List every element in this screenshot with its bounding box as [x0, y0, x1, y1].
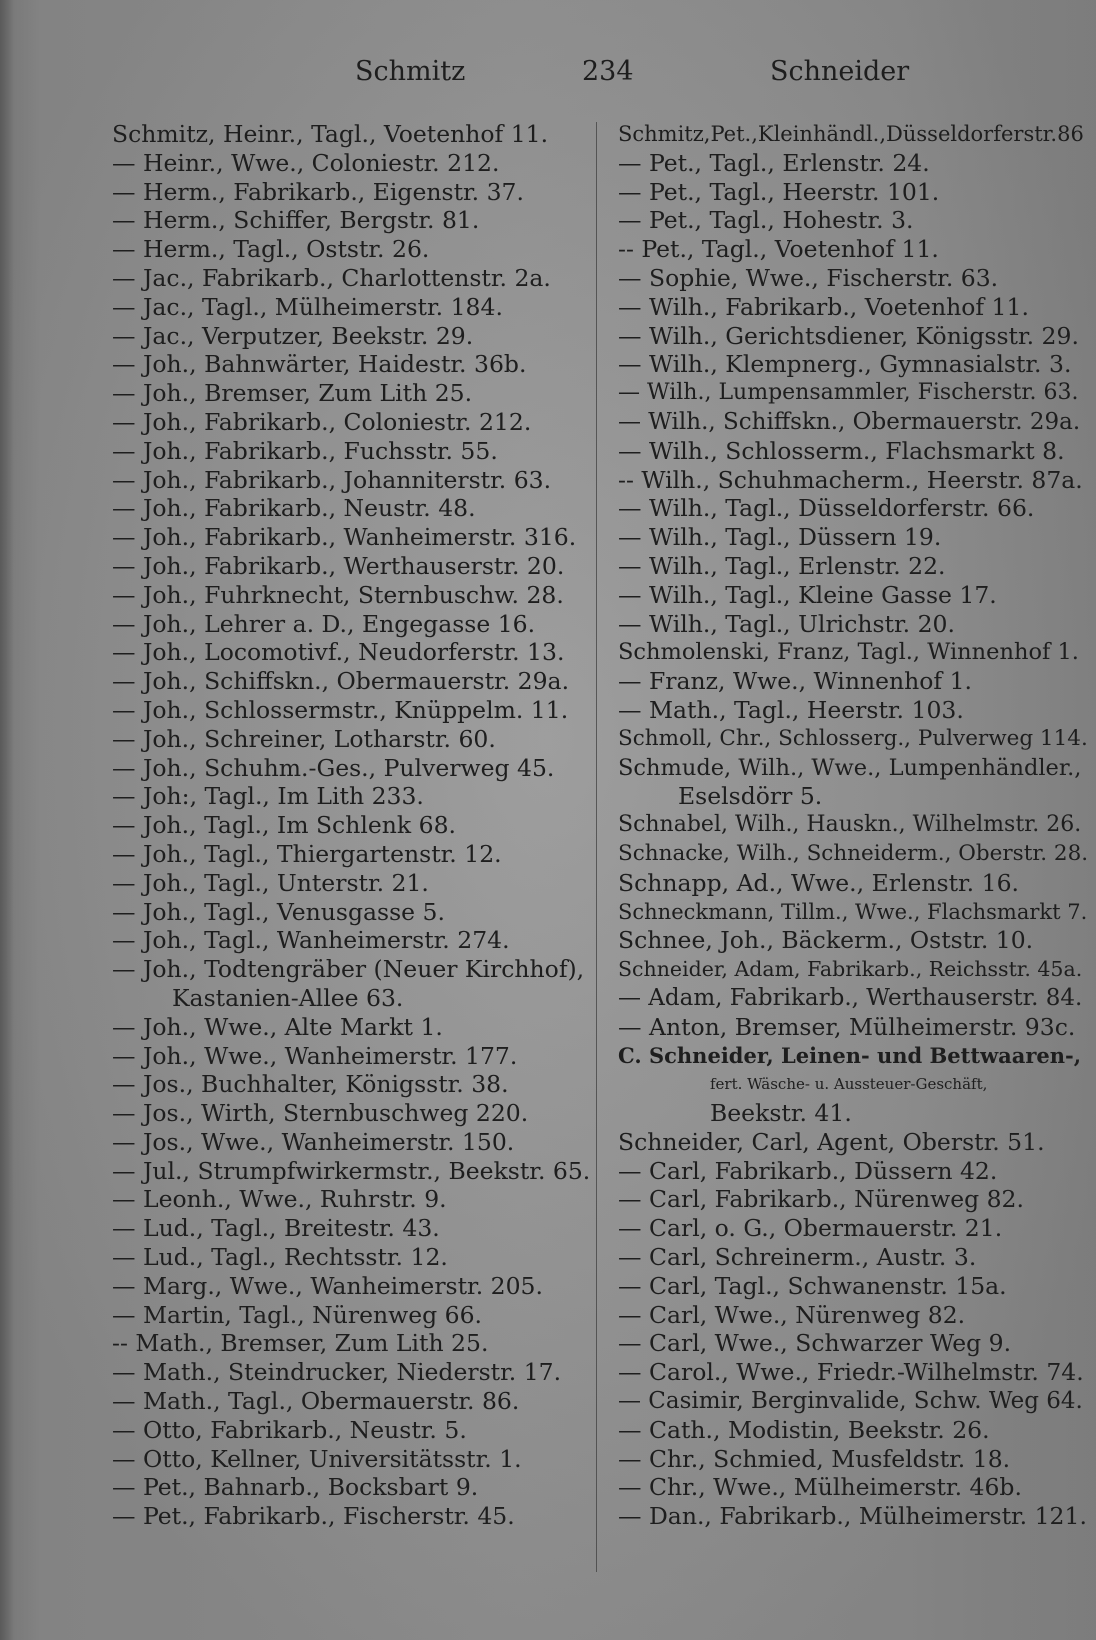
- directory-entry: — Adam, Fabrikarb., Werthauserstr. 84.: [618, 984, 1083, 1011]
- directory-entry: — Lud., Tagl., Breitestr. 43.: [112, 1214, 440, 1243]
- directory-entry: — Wilh., Schlosserm., Flachsmarkt 8.: [618, 436, 1065, 465]
- directory-entry: — Math., Tagl., Heerstr. 103.: [618, 695, 964, 724]
- directory-entry: — Joh., Bremser, Zum Lith 25.: [112, 379, 473, 408]
- directory-entry: — Carl, Fabrikarb., Nürenweg 82.: [618, 1185, 1024, 1214]
- directory-entry: — Marg., Wwe., Wanheimerstr. 205.: [112, 1271, 543, 1300]
- directory-entry: — Math., Steindrucker, Niederstr. 17.: [112, 1358, 562, 1387]
- right-column: [618, 120, 1088, 1531]
- directory-entry: -- Pet., Tagl., Voetenhof 11.: [618, 235, 939, 264]
- directory-entry: Schneider, Carl, Agent, Oberstr. 51.: [618, 1127, 1045, 1156]
- directory-entry: — Joh., Fabrikarb., Coloniestr. 212.: [112, 407, 532, 436]
- directory-entry: — Wilh., Lumpensammler, Fischerstr. 63.: [618, 380, 1079, 406]
- directory-entry: — Jul., Strumpfwirkermstr., Beekstr. 65.: [112, 1156, 591, 1185]
- directory-entry: C. Schneider, Leinen- und Bettwaaren-,: [618, 1042, 1082, 1068]
- directory-entry: — Joh., Schreiner, Lotharstr. 60.: [112, 724, 496, 753]
- directory-entry: — Wilh., Tagl., Kleine Gasse 17.: [618, 580, 997, 609]
- directory-entry: — Carl, Tagl., Schwanenstr. 15a.: [618, 1271, 1007, 1300]
- binding-shadow: [0, 0, 14, 1640]
- directory-entry: — Joh., Tagl., Unterstr. 21.: [112, 868, 429, 897]
- directory-entry: — Casimir, Berginvalide, Schw. Weg 64.: [618, 1388, 1083, 1415]
- directory-entry: — Jos., Wwe., Wanheimerstr. 150.: [112, 1127, 515, 1156]
- directory-entry: — Cath., Modistin, Beekstr. 26.: [618, 1415, 990, 1444]
- directory-entry: — Martin, Tagl., Nürenweg 66.: [112, 1300, 483, 1329]
- directory-entry: — Otto, Fabrikarb., Neustr. 5.: [112, 1415, 467, 1444]
- directory-entry: — Jac., Verputzer, Beekstr. 29.: [112, 321, 474, 350]
- directory-entry: — Joh., Locomotivf., Neudorferstr. 13.: [112, 638, 565, 667]
- directory-entry: — Joh., Bahnwärter, Haidestr. 36b.: [112, 350, 527, 379]
- directory-entry: — Joh., Schlossermstr., Knüppelm. 11.: [112, 695, 569, 724]
- directory-entry: — Anton, Bremser, Mülheimerstr. 93c.: [618, 1012, 1076, 1041]
- directory-entry: — Pet., Tagl., Heerstr. 101.: [618, 177, 940, 206]
- directory-entry: — Pet., Tagl., Erlenstr. 24.: [618, 148, 930, 177]
- directory-entry: fert. Wäsche- u. Aussteuer-Geschäft,: [710, 1075, 988, 1094]
- directory-entry: — Sophie, Wwe., Fischerstr. 63.: [618, 263, 999, 292]
- directory-entry: — Franz, Wwe., Winnenhof 1.: [618, 667, 973, 696]
- directory-entry: — Joh., Fabrikarb., Fuchsstr. 55.: [112, 436, 498, 465]
- directory-entry: Schnee, Joh., Bäckerm., Oststr. 10.: [618, 926, 1034, 955]
- directory-entry: — Joh., Schuhm.-Ges., Pulverweg 45.: [112, 753, 555, 782]
- directory-entry: Schmitz, Heinr., Tagl., Voetenhof 11.: [112, 120, 549, 148]
- directory-entry: — Joh:, Tagl., Im Lith 233.: [112, 782, 424, 811]
- directory-entry: Schmoll, Chr., Schlosserg., Pulverweg 114.: [618, 725, 1088, 751]
- directory-entry: — Pet., Tagl., Hohestr. 3.: [618, 206, 914, 235]
- directory-entry: — Carl, Fabrikarb., Düssern 42.: [618, 1156, 998, 1185]
- directory-entry: Schmolenski, Franz, Tagl., Winnenhof 1.: [618, 639, 1079, 666]
- directory-entry: Schneckmann, Tillm., Wwe., Flachsmarkt 7.: [618, 899, 1088, 924]
- header-right-word: Schneider: [770, 56, 910, 87]
- directory-entry: — Wilh., Fabrikarb., Voetenhof 11.: [618, 292, 1029, 321]
- directory-entry: — Wilh., Tagl., Erlenstr. 22.: [618, 551, 946, 580]
- directory-entry: — Math., Tagl., Obermauerstr. 86.: [112, 1387, 520, 1416]
- directory-entry: — Pet., Fabrikarb., Fischerstr. 45.: [112, 1502, 515, 1531]
- directory-entry: Schneider, Adam, Fabrikarb., Reichsstr. 45a.: [618, 957, 1083, 982]
- directory-entry: — Joh., Wwe., Alte Markt 1.: [112, 1012, 443, 1041]
- directory-entry: — Joh., Tagl., Im Schlenk 68.: [112, 811, 456, 840]
- directory-entry: — Heinr., Wwe., Coloniestr. 212.: [112, 148, 500, 177]
- directory-entry: — Joh., Tagl., Venusgasse 5.: [112, 897, 445, 926]
- directory-entry: — Carl, o. G., Obermauerstr. 21.: [618, 1214, 1003, 1243]
- directory-entry: — Leonh., Wwe., Ruhrstr. 9.: [112, 1185, 447, 1214]
- directory-entry: — Joh., Fabrikarb., Wanheimerstr. 316.: [112, 523, 577, 552]
- directory-entry: Kastanien-Allee 63.: [172, 983, 404, 1012]
- page-number: 234: [582, 56, 634, 87]
- directory-entry: — Dan., Fabrikarb., Mülheimerstr. 121.: [618, 1502, 1087, 1531]
- directory-entry: — Joh., Wwe., Wanheimerstr. 177.: [112, 1041, 518, 1070]
- page-header: [0, 48, 1096, 92]
- directory-entry: — Wilh., Tagl., Ulrichstr. 20.: [618, 609, 955, 638]
- directory-entry: — Carl, Schreinerm., Austr. 3.: [618, 1243, 977, 1272]
- directory-entry: — Wilh., Klempnerg., Gymnasialstr. 3.: [618, 350, 1072, 379]
- directory-entry: — Chr., Schmied, Musfeldstr. 18.: [618, 1444, 1011, 1473]
- header-left-word: Schmitz: [355, 56, 466, 87]
- directory-entry: -- Wilh., Schuhmacherm., Heerstr. 87a.: [618, 465, 1083, 494]
- directory-entry: — Joh., Fuhrknecht, Sternbuschw. 28.: [112, 580, 564, 609]
- directory-entry: Schnacke, Wilh., Schneiderm., Oberstr. 28.: [618, 840, 1089, 866]
- directory-entry: — Jac., Tagl., Mülheimerstr. 184.: [112, 292, 503, 321]
- directory-entry: Schmitz,Pet.,Kleinhändl.,Düsseldorferstr.86: [618, 122, 1084, 146]
- directory-entry: — Wilh., Tagl., Düsseldorferstr. 66.: [618, 494, 1035, 523]
- directory-entry: — Joh., Schiffskn., Obermauerstr. 29a.: [112, 667, 570, 696]
- directory-entry: Beekstr. 41.: [710, 1099, 852, 1128]
- directory-entry: — Joh., Todtengräber (Neuer Kirchhof),: [112, 955, 585, 984]
- directory-entry: — Pet., Bahnarb., Bocksbart 9.: [112, 1473, 479, 1502]
- directory-entry: — Joh., Fabrikarb., Neustr. 48.: [112, 494, 476, 523]
- directory-entry: Schnapp, Ad., Wwe., Erlenstr. 16.: [618, 868, 1019, 897]
- directory-entry: Eselsdörr 5.: [678, 782, 823, 811]
- directory-entry: — Joh., Tagl., Thiergartenstr. 12.: [112, 839, 502, 868]
- directory-entry: — Jac., Fabrikarb., Charlottenstr. 2a.: [112, 263, 551, 292]
- directory-entry: — Carl, Wwe., Schwarzer Weg 9.: [618, 1329, 1012, 1358]
- directory-entry: — Herm., Tagl., Oststr. 26.: [112, 235, 430, 264]
- directory-entry: — Otto, Kellner, Universitätsstr. 1.: [112, 1444, 522, 1473]
- directory-entry: — Wilh., Gerichtsdiener, Königsstr. 29.: [618, 321, 1079, 350]
- directory-entry: — Joh., Fabrikarb., Werthauserstr. 20.: [112, 551, 565, 580]
- left-column: [112, 120, 592, 1531]
- directory-entry: — Chr., Wwe., Mülheimerstr. 46b.: [618, 1473, 1022, 1502]
- directory-entry: — Herm., Fabrikarb., Eigenstr. 37.: [112, 177, 524, 206]
- column-divider: [596, 122, 597, 1572]
- directory-entry: — Joh., Tagl., Wanheimerstr. 274.: [112, 926, 510, 955]
- directory-entry: — Joh., Lehrer a. D., Engegasse 16.: [112, 609, 536, 638]
- directory-entry: Schnabel, Wilh., Hauskn., Wilhelmstr. 26.: [618, 812, 1082, 838]
- directory-entry: — Joh., Fabrikarb., Johanniterstr. 63.: [112, 465, 552, 494]
- directory-entry: Schmude, Wilh., Wwe., Lumpenhändler.,: [618, 754, 1082, 781]
- directory-entry: -- Math., Bremser, Zum Lith 25.: [112, 1329, 489, 1358]
- directory-entry: — Carol., Wwe., Friedr.-Wilhelmstr. 74.: [618, 1358, 1084, 1387]
- directory-entry: — Jos., Wirth, Sternbuschweg 220.: [112, 1099, 529, 1128]
- directory-entry: — Lud., Tagl., Rechtsstr. 12.: [112, 1243, 448, 1272]
- directory-entry: — Wilh., Schiffskn., Obermauerstr. 29a.: [618, 408, 1081, 435]
- directory-entry: — Carl, Wwe., Nürenweg 82.: [618, 1300, 966, 1329]
- directory-entry: — Jos., Buchhalter, Königsstr. 38.: [112, 1070, 509, 1099]
- directory-entry: — Herm., Schiffer, Bergstr. 81.: [112, 206, 480, 235]
- directory-entry: — Wilh., Tagl., Düssern 19.: [618, 523, 942, 552]
